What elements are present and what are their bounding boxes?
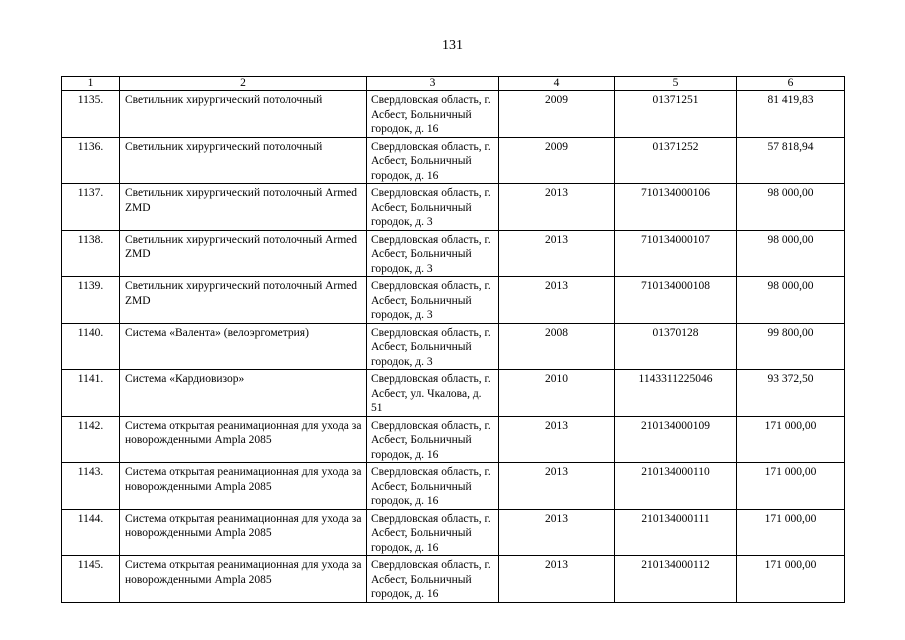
inventory-number: 710134000108 (615, 277, 737, 324)
header-row (62, 77, 845, 91)
item-address: Свердловская область, г. Асбест, Больничный городок, д. 16 (367, 463, 499, 510)
item-year: 2013 (499, 184, 615, 231)
table-row (62, 91, 845, 138)
item-name: Система открытая реанимационная для ухода за новорожденными Ampla 2085 (120, 416, 367, 463)
row-number: 1142. (62, 416, 120, 463)
item-address: Свердловская область, г. Асбест, Больничный городок, д. 16 (367, 91, 499, 138)
table-row (62, 463, 845, 510)
page-number: 131 (442, 38, 463, 53)
table-row (62, 277, 845, 324)
item-address: Свердловская область, г. Асбест, Больничный городок, д. 16 (367, 416, 499, 463)
row-number: 1141. (62, 370, 120, 417)
item-address: Свердловская область, г. Асбест, Больничный городок, д. 3 (367, 323, 499, 370)
item-price: 57 818,94 (737, 137, 845, 184)
inventory-number: 210134000111 (615, 509, 737, 556)
column-header: 4 (499, 77, 615, 91)
item-year: 2010 (499, 370, 615, 417)
item-name: Система открытая реанимационная для ухода за новорожденными Ampla 2085 (120, 463, 367, 510)
inventory-number: 210134000110 (615, 463, 737, 510)
item-name: Система «Кардиовизор» (120, 370, 367, 417)
item-price: 171 000,00 (737, 416, 845, 463)
item-year: 2013 (499, 556, 615, 603)
row-number: 1144. (62, 509, 120, 556)
inventory-number: 1143311225046 (615, 370, 737, 417)
row-number: 1145. (62, 556, 120, 603)
item-name: Светильник хирургический потолочный (120, 137, 367, 184)
item-address: Свердловская область, г. Асбест, Больничный городок, д. 16 (367, 137, 499, 184)
item-price: 98 000,00 (737, 277, 845, 324)
item-year: 2009 (499, 91, 615, 138)
item-address: Свердловская область, г. Асбест, Больничный городок, д. 3 (367, 230, 499, 277)
item-price: 98 000,00 (737, 230, 845, 277)
row-number: 1139. (62, 277, 120, 324)
item-year: 2013 (499, 416, 615, 463)
item-price: 171 000,00 (737, 463, 845, 510)
item-name: Светильник хирургический потолочный Armed ZMD (120, 184, 367, 231)
row-number: 1137. (62, 184, 120, 231)
table-row (62, 556, 845, 603)
row-number: 1140. (62, 323, 120, 370)
item-name: Система открытая реанимационная для ухода за новорожденными Ampla 2085 (120, 556, 367, 603)
item-price: 171 000,00 (737, 509, 845, 556)
property-table (61, 76, 845, 603)
item-name: Система открытая реанимационная для ухода за новорожденными Ampla 2085 (120, 509, 367, 556)
item-address: Свердловская область, г. Асбест, Больничный городок, д. 16 (367, 509, 499, 556)
item-year: 2013 (499, 277, 615, 324)
row-number: 1143. (62, 463, 120, 510)
item-address: Свердловская область, г. Асбест, Больничный городок, д. 16 (367, 556, 499, 603)
item-address: Свердловская область, г. Асбест, Больничный городок, д. 3 (367, 184, 499, 231)
item-year: 2013 (499, 509, 615, 556)
table-row (62, 509, 845, 556)
item-name: Светильник хирургический потолочный Armed ZMD (120, 230, 367, 277)
table-row (62, 184, 845, 231)
inventory-number: 710134000106 (615, 184, 737, 231)
column-header: 5 (615, 77, 737, 91)
item-price: 99 800,00 (737, 323, 845, 370)
column-header: 6 (737, 77, 845, 91)
table-row (62, 323, 845, 370)
row-number: 1136. (62, 137, 120, 184)
inventory-number: 710134000107 (615, 230, 737, 277)
inventory-number: 210134000109 (615, 416, 737, 463)
item-year: 2008 (499, 323, 615, 370)
item-year: 2009 (499, 137, 615, 184)
column-header: 1 (62, 77, 120, 91)
item-name: Светильник хирургический потолочный (120, 91, 367, 138)
column-header: 3 (367, 77, 499, 91)
inventory-number: 01371252 (615, 137, 737, 184)
item-address: Свердловская область, г. Асбест, Больничный городок, д. 3 (367, 277, 499, 324)
item-price: 81 419,83 (737, 91, 845, 138)
item-name: Система «Валента» (велоэргометрия) (120, 323, 367, 370)
row-number: 1135. (62, 91, 120, 138)
item-price: 98 000,00 (737, 184, 845, 231)
inventory-number: 01371251 (615, 91, 737, 138)
row-number: 1138. (62, 230, 120, 277)
item-address: Свердловская область, г. Асбест, ул. Чкалова, д. 51 (367, 370, 499, 417)
column-header: 2 (120, 77, 367, 91)
inventory-number: 210134000112 (615, 556, 737, 603)
item-year: 2013 (499, 230, 615, 277)
item-price: 93 372,50 (737, 370, 845, 417)
item-price: 171 000,00 (737, 556, 845, 603)
table-row (62, 370, 845, 417)
table-row (62, 416, 845, 463)
item-year: 2013 (499, 463, 615, 510)
item-name: Светильник хирургический потолочный Armed ZMD (120, 277, 367, 324)
inventory-number: 01370128 (615, 323, 737, 370)
table-row (62, 230, 845, 277)
table-row (62, 137, 845, 184)
